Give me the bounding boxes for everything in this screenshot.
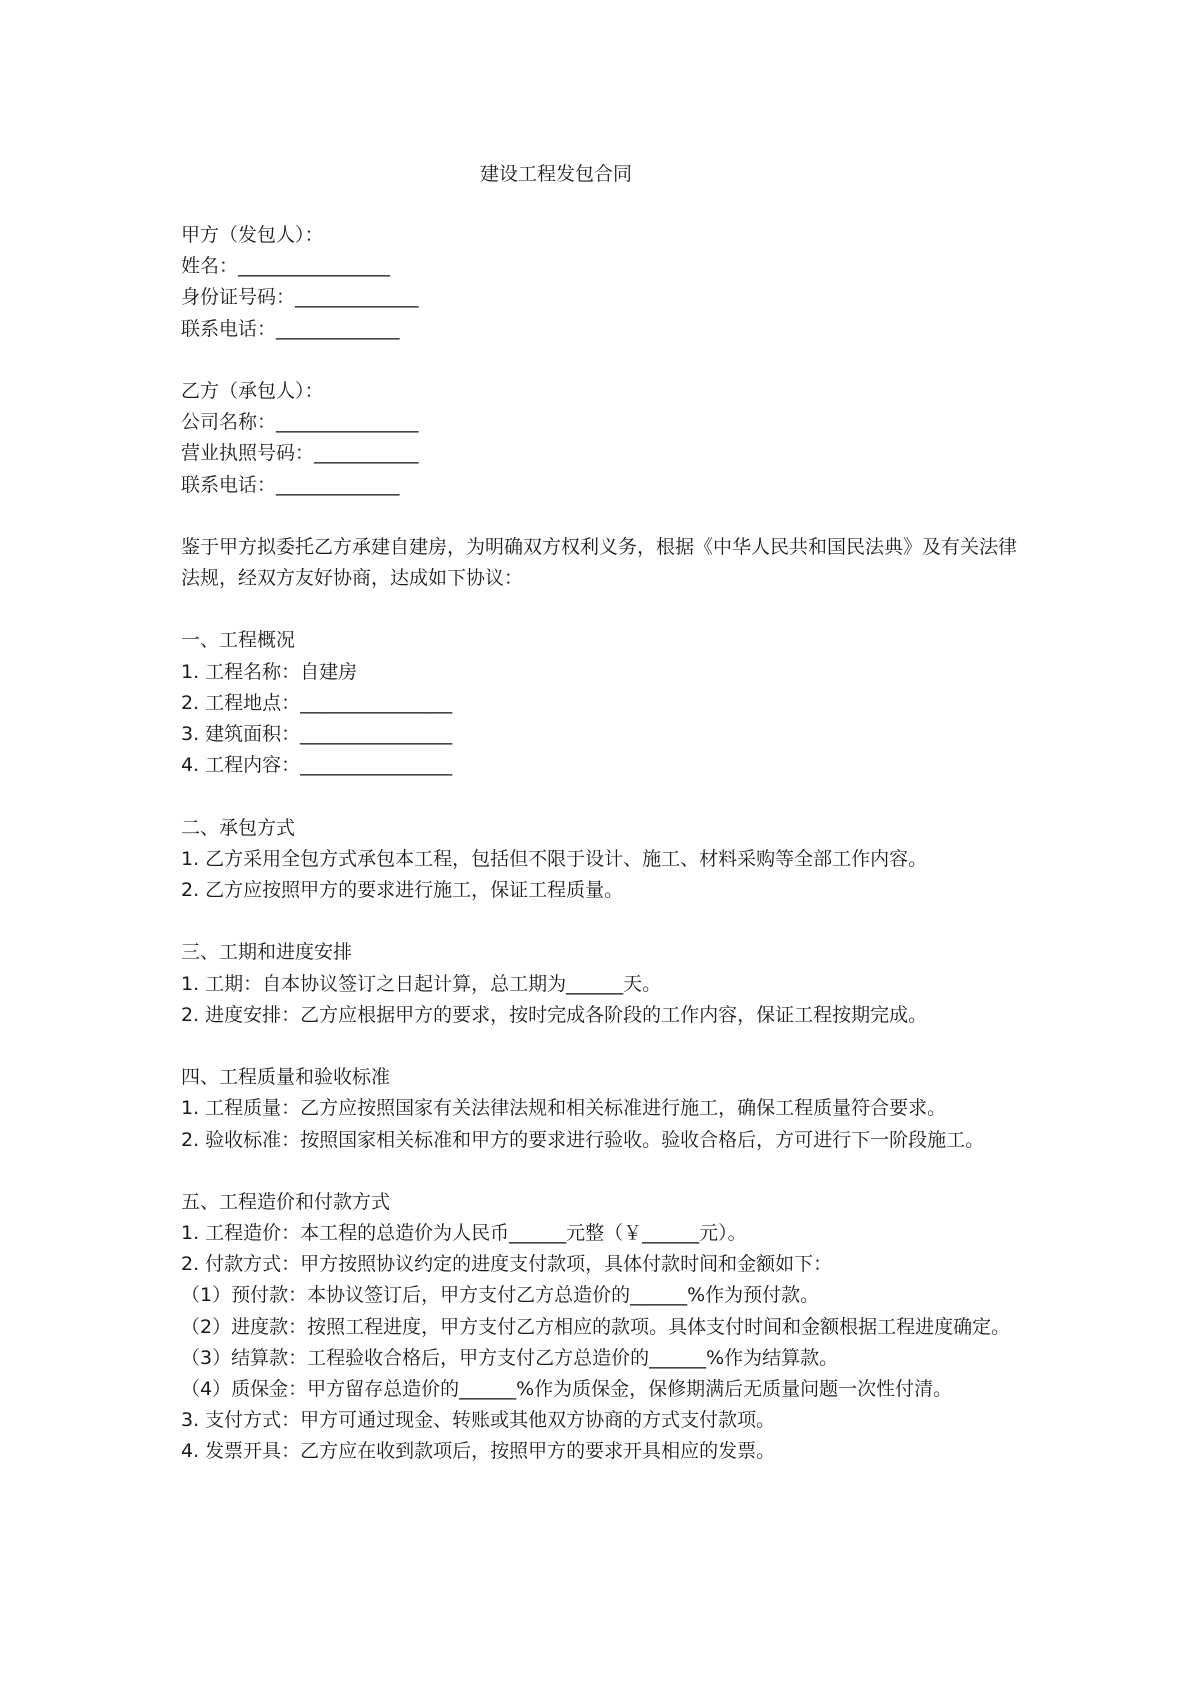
section-1-item-1: 1. 工程名称：自建房 [181,660,358,683]
party-b-company-field: 公司名称：_______________ [181,411,419,434]
section-5-item-3: （1）预付款：本协议签订后，甲方支付乙方总造价的______%作为预付款。 [181,1284,820,1307]
section-4-item-2: 2. 验收标准：按照国家相关标准和甲方的要求进行验收。验收合格后，方可进行下一阶段施工。 [181,1128,985,1151]
section-3-heading: 三、工期和进度安排 [181,941,353,964]
section-5-item-5: （3）结算款：工程验收合格后，甲方支付乙方总造价的______%作为结算款。 [181,1346,839,1369]
preamble-paragraph: 鉴于甲方拟委托乙方承建自建房，为明确双方权利义务，根据《中华人民共和国民法典》及有关法律法规，经双方友好协商，达成如下协议： [181,535,1018,590]
section-5-heading: 五、工程造价和付款方式 [181,1190,391,1213]
section-5-item-6: （4）质保金：甲方留存总造价的______%作为质保金，保修期满后无质量问题一次性付清。 [181,1378,953,1401]
section-5-item-2: 2. 付款方式：甲方按照协议约定的进度支付款项，具体付款时间和金额如下： [181,1253,833,1276]
party-a-id-field: 身份证号码：_____________ [181,286,419,309]
party-b-heading: 乙方（承包人）： [181,379,324,402]
section-5-item-4: （2）进度款：按照工程进度，甲方支付乙方相应的款项。具体支付时间和金额根据工程进度确定。 [181,1315,1011,1338]
section-2-heading: 二、承包方式 [181,816,296,839]
section-1-heading: 一、工程概况 [181,629,296,652]
party-b-phone-field: 联系电话：_____________ [181,473,400,496]
section-5-item-8: 4. 发票开具：乙方应在收到款项后，按照甲方的要求开具相应的发票。 [181,1440,776,1463]
section-4-heading: 四、工程质量和验收标准 [181,1066,391,1089]
section-5-item-7: 3. 支付方式：甲方可通过现金、转账或其他双方协商的方式支付款项。 [181,1409,776,1432]
party-a-heading: 甲方（发包人）： [181,224,324,246]
party-a-phone-field: 联系电话：_____________ [181,317,400,340]
section-1-item-3: 3. 建筑面积：________________ [181,723,453,746]
section-4-item-1: 1. 工程质量：乙方应按照国家有关法律法规和相关标准进行施工，确保工程质量符合要求。 [181,1097,947,1120]
section-5-item-1: 1. 工程造价：本工程的总造价为人民币______元整（￥______元）。 [181,1222,747,1245]
section-3-item-2: 2. 进度安排：乙方应根据甲方的要求，按时完成各阶段的工作内容，保证工程按期完成。 [181,1003,928,1026]
document-body [181,220,1031,1468]
party-a-name-field: 姓名：________________ [181,255,391,278]
party-b-license-field: 营业执照号码：___________ [181,442,419,465]
document-title: 建设工程发包合同 [479,163,632,185]
section-2-item-2: 2. 乙方应按照甲方的要求进行施工，保证工程质量。 [181,878,624,901]
section-1-item-4: 4. 工程内容：________________ [181,754,453,777]
section-2-item-1: 1. 乙方采用全包方式承包本工程，包括但不限于设计、施工、材料采购等全部工作内容。 [181,847,928,870]
section-3-item-1: 1. 工期：自本协议签订之日起计算，总工期为______天。 [181,972,662,995]
section-1-item-2: 2. 工程地点：________________ [181,691,453,714]
